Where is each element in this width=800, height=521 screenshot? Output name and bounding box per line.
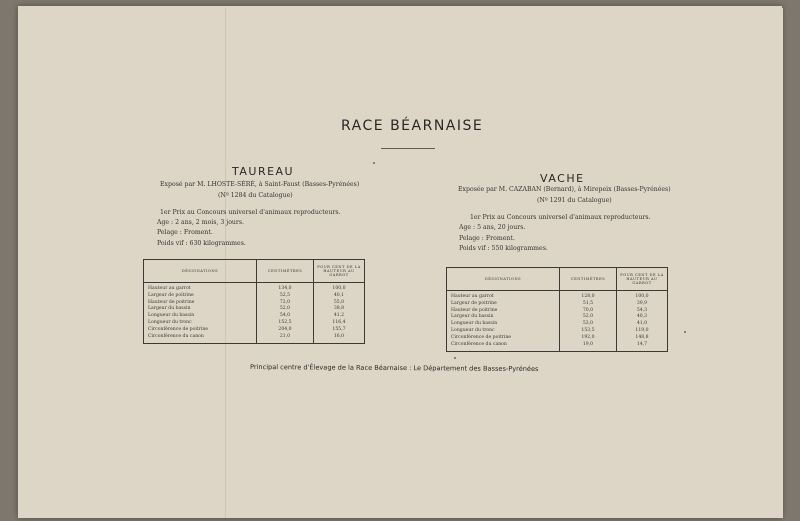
row-pct: 116,4 — [332, 319, 346, 325]
paper-speck — [684, 331, 686, 333]
vache-poids: Poids vif : 550 kilogrammes. — [459, 245, 548, 252]
row-cm: 134,0 — [278, 286, 292, 291]
row-label: Longueur du tronc — [451, 327, 495, 333]
designations-column — [447, 291, 560, 352]
paper-speck — [373, 162, 375, 164]
row-label: Longueur du bassin — [451, 321, 498, 327]
paper-speck — [454, 357, 456, 359]
row-cm: 54,0 — [279, 313, 291, 319]
row-cm: 19,0 — [582, 341, 594, 347]
footer-caption: Principal centre d'Élevage de la Race Béarnaise : Le Département des Basses-Pyrénées — [249, 362, 539, 374]
row-label: Hauteur de poitrine — [451, 307, 498, 313]
row-pct: 155,7 — [332, 326, 346, 332]
row-cm: 21,0 — [279, 333, 291, 339]
vache-age: Age : 5 ans, 20 jours. — [459, 224, 526, 231]
row-label: Circonférence du canon — [148, 333, 204, 339]
row-pct: 38,8 — [333, 306, 345, 312]
row-cm: 192,0 — [581, 334, 595, 340]
centimetres-column — [257, 283, 314, 344]
row-cm: 52,0 — [582, 314, 594, 320]
row-label: Largeur du bassin — [451, 314, 494, 320]
row-pct: 16,0 — [333, 333, 345, 339]
designations-column — [144, 283, 257, 344]
row-pct: 41,2 — [333, 313, 345, 319]
row-label: Circonférence de poitrine — [148, 326, 209, 332]
taureau-prize: 1er Prix au Concours universel d'animaux reproducteurs. — [160, 209, 341, 216]
title-divider — [381, 148, 435, 149]
row-cm: 152,5 — [278, 319, 292, 325]
row-label: Circonférence du canon — [451, 341, 507, 347]
row-label: Hauteur au garrot — [148, 286, 191, 291]
row-label: Circonférence de poitrine — [451, 334, 512, 340]
row-pct: 119,0 — [635, 327, 649, 333]
row-label: Largeur de poitrine — [148, 292, 194, 298]
vache-exhibitor: Exposée par M. CAZABAN (Bernard), à Mirepeix (Basses-Pyrénées) — [458, 186, 671, 193]
column-header-percent: POUR CENT DE LA HAUTEUR AU GARROT — [314, 260, 365, 283]
row-cm: 52,5 — [279, 292, 291, 298]
taureau-poids: Poids vif : 630 kilogrammes. — [157, 240, 246, 247]
row-pct: 41,0 — [636, 321, 648, 327]
row-cm: 70,0 — [582, 307, 594, 313]
row-label: Largeur du bassin — [148, 306, 191, 312]
row-cm: 53,0 — [582, 321, 594, 327]
taureau-title: TAUREAU — [232, 165, 295, 178]
vache-pelage: Pelage : Froment. — [459, 235, 515, 242]
taureau-pelage: Pelage : Froment. — [157, 229, 213, 236]
centimetres-column — [560, 291, 617, 352]
row-label: Longueur du tronc — [148, 319, 192, 325]
row-pct: 100,0 — [332, 286, 346, 291]
column-header-centimetres: CENTIMÈTRES — [257, 260, 314, 283]
row-label: Hauteur au garrot — [451, 294, 494, 299]
row-cm: 128,0 — [581, 294, 595, 299]
page-title: RACE BÉARNAISE — [341, 118, 484, 134]
row-cm: 204,0 — [278, 326, 292, 332]
vache-title: VACHE — [540, 172, 585, 185]
row-label: Largeur de poitrine — [451, 300, 497, 306]
row-pct: 148,8 — [635, 334, 649, 340]
taureau-exhibitor: Exposé par M. LHOSTE-SÉRÉ, à Saint-Faust (Basses-Pyrénées) — [160, 181, 360, 188]
row-pct: 55,0 — [333, 299, 345, 305]
row-pct: 39,9 — [636, 300, 648, 306]
percent-column — [617, 291, 668, 352]
column-header-centimetres: CENTIMÈTRES — [560, 268, 617, 291]
row-pct: 40,3 — [636, 314, 648, 320]
column-header-designations: DÉSIGNATIONS — [447, 268, 560, 291]
row-cm: 153,5 — [581, 327, 595, 333]
taureau-age: Age : 2 ans, 2 mois, 3 jours. — [157, 219, 245, 226]
row-pct: 100,0 — [635, 294, 649, 299]
column-header-percent: POUR CENT DE LA HAUTEUR AU GARROT — [617, 268, 668, 291]
row-cm: 52,0 — [279, 306, 291, 312]
taureau-catalogue: (Nº 1284 du Catalogue) — [218, 192, 293, 199]
vache-catalogue: (Nº 1291 du Catalogue) — [537, 197, 612, 204]
row-cm: 51,5 — [582, 300, 594, 306]
row-pct: 40,1 — [333, 292, 345, 298]
row-pct: 54,3 — [636, 307, 648, 313]
row-pct: 14,7 — [636, 341, 648, 347]
row-cm: 72,0 — [279, 299, 291, 305]
taureau-measurements-table — [143, 259, 365, 344]
column-header-designations: DÉSIGNATIONS — [144, 260, 257, 283]
percent-column — [314, 283, 365, 344]
row-label: Longueur du bassin — [148, 313, 195, 319]
vache-measurements-table — [446, 267, 668, 352]
vache-prize: 1er Prix au Concours universel d'animaux reproducteurs. — [470, 214, 651, 221]
row-label: Hauteur de poitrine — [148, 299, 195, 305]
